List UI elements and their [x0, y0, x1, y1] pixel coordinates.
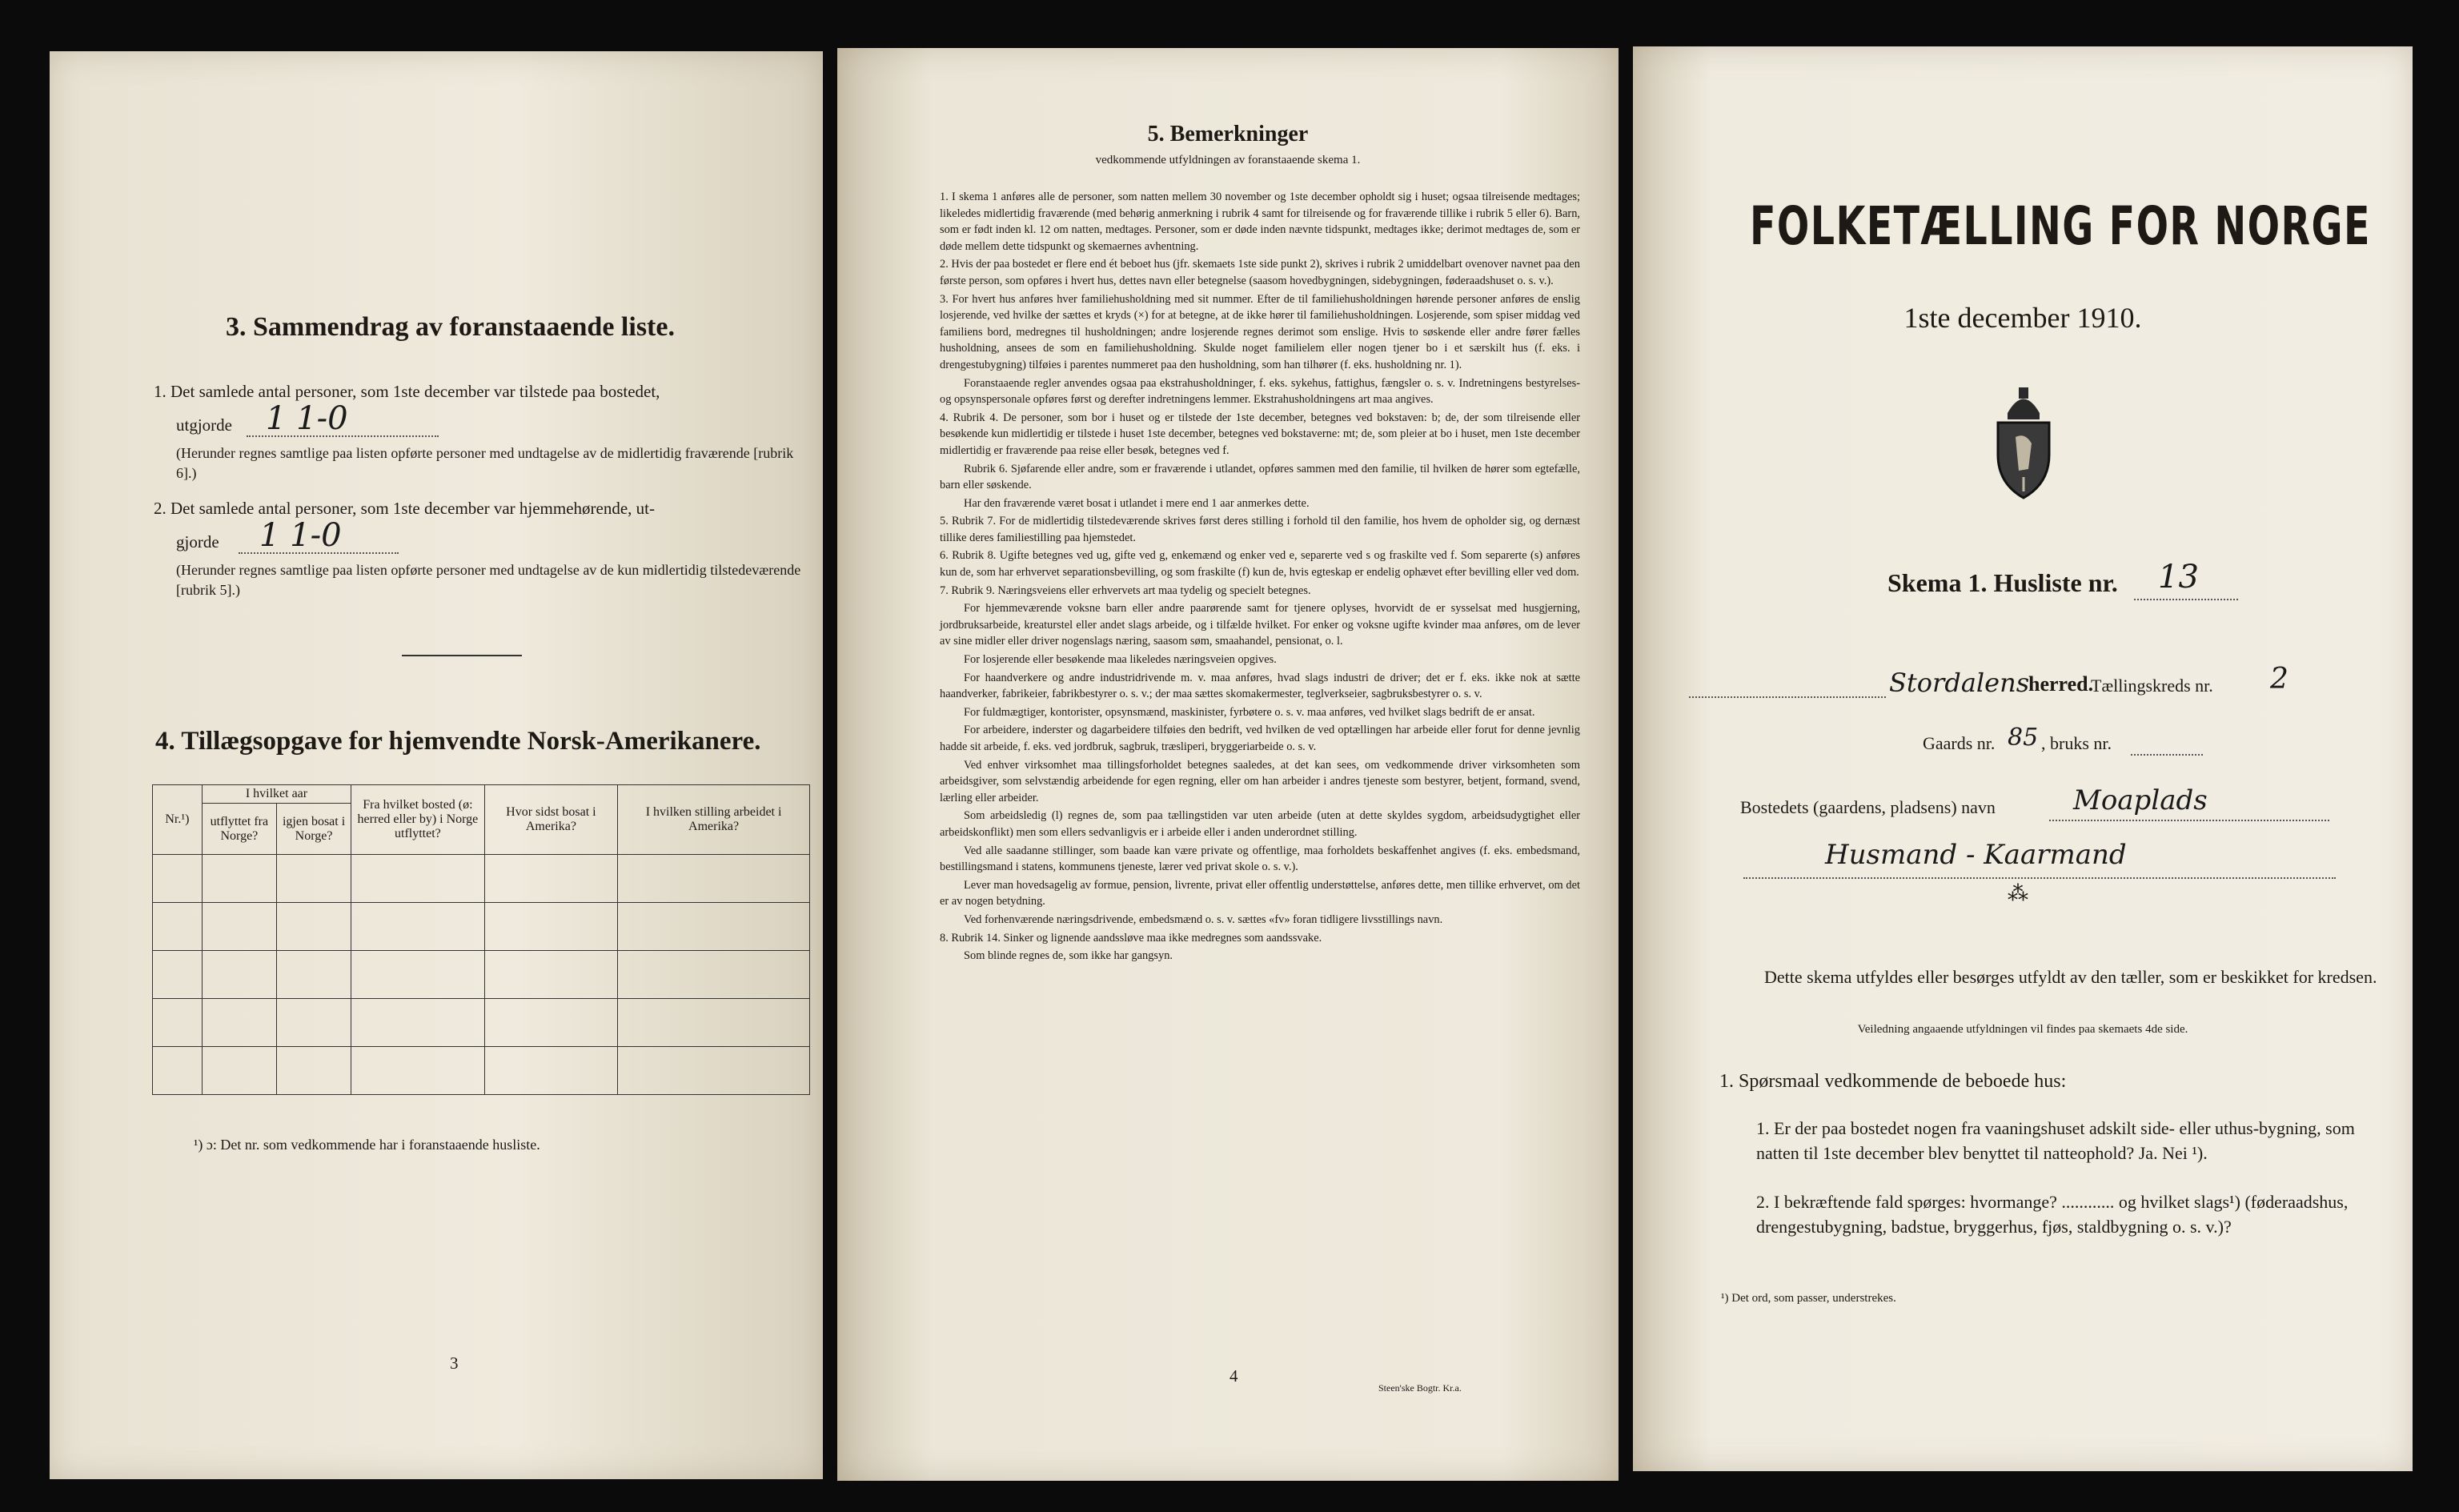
remark-paragraph: 5. Rubrik 7. For de midlertidig tilstedeværende skrives først deres stilling i forhold til den familie, hos hvem de opholder sig, og dernæst tillike deres familiestilling paa hjemstedet. [940, 515, 1580, 544]
remark-paragraph: Som arbeidsledig (l) regnes de, som paa tællingstiden var uten arbeide (uten at dette skyldes sygdom, arbeidsudygtighet eller arbeidskonflikt) men som ellers sedvanligvis er i arbeide eller i anden underordnet stilling. [940, 809, 1580, 839]
herred-label: herred. [2028, 672, 2094, 696]
page-middle [837, 48, 1619, 1481]
question-2: 2. I bekræftende fald spørges: hvormange? ............ og hvilket slags¹) (føderaadshus, drengestubygning, badstue, bryggerhus, fjøs, staldbygning o. s. v.)? [1756, 1192, 2349, 1237]
item1-handwritten: 1 1-0 [266, 400, 348, 437]
table-row [153, 903, 810, 951]
item2-note: (Herunder regnes samtlige paa listen opførte personer med undtagelse av de kun midlertidig tilstedeværende [rubrik 5].) [176, 562, 801, 598]
remark-paragraph: Har den fraværende været bosat i utlandet i mere end 1 aar anmerkes dette. [964, 496, 1310, 510]
bosted-dotline-2 [1743, 877, 2336, 879]
remark-paragraph: 3. For hvert hus anføres hver familiehusholdning med sit nummer. Efter de til familiehusholdningen hørende personer anføres de enslig losjerende, ved hvilke der sættes et kryds (×) for at betegne, at de ikke hører til familiehusholdningen. Losjerende, som spiser middag ved familiens bord, medregnes til husholdningen; andre losjerende regnes derimot som enslige. Hvis to søskende eller andre fører fælles husholdning, ansees de som en familiehusholdning. Skulde noget familielem eller nogen tjener bo i et særskilt hus (f. eks. i drengestubygning) tilføies i parentes nummeret paa den husholdning, som han tilhører (f. eks. husholdning nr. 1). [940, 292, 1580, 371]
remark-paragraph: 1. I skema 1 anføres alle de personer, som natten mellem 30 november og 1ste december opholdt sig i huset; ogsaa tilreisende medtages; likeledes midlertidig fraværende (med behørig anmerkning i rubrik 4 samt for tilreisende og for fraværende tillike i rubrik 5 eller 6). Barn, som er født inden kl. 12 om natten, medtages. Personer, som er døde inden nævnte tidspunkt, medtages ikke; derimot medtages de, som er døde mellem dette tidspunkt og skemaernes avhentning. [940, 191, 1580, 253]
remark-paragraph: 7. Rubrik 9. Næringsveiens eller erhvervets art maa tydelig og specielt betegnes. [940, 584, 1311, 597]
item1-utgjorde: utgjorde [176, 415, 232, 435]
col-igjen: igjen bosat i Norge? [276, 804, 351, 855]
remarks-body [940, 189, 1580, 966]
gaards-label: Gaards nr. [1923, 733, 1996, 753]
section4-title: 4. Tillægsopgave for hjemvendte Norsk-Amerikanere. [155, 727, 761, 756]
bosted-handwritten: Moaplads [2073, 784, 2208, 816]
item1-text: 1. Det samlede antal personer, som 1ste december var tilstede paa bostedet, [154, 382, 660, 401]
husliste-dotline [2134, 599, 2238, 600]
bosted-label: Bostedets (gaardens, pladsens) navn [1740, 797, 1996, 817]
bosted-dotline [2049, 820, 2329, 821]
col-utflyttet: utflyttet fra Norge? [202, 804, 276, 855]
item2-gjorde: gjorde [176, 532, 219, 551]
item2-dotline [239, 552, 399, 554]
table-row [153, 1047, 810, 1095]
item2-handwritten: 1 1-0 [259, 517, 342, 554]
col-group: I hvilket aar [202, 785, 351, 804]
remark-paragraph: Foranstaaende regler anvendes ogsaa paa ekstrahusholdninger, f. eks. sykehus, fattighus, fængsler o. s. v. Indretningens bestyrelses- og opsynspersonale opføres først og derefter indretningens lemmer. Ekstrahusholdningens art maa angives. [940, 376, 1580, 407]
remark-paragraph: 2. Hvis der paa bostedet er flere end ét beboet hus (jfr. skemaets 1ste side punkt 2), skrives i rubrik 2 umiddelbart ovenover navnet paa den første person, som opføres i hvert hus, dettes navn eller betegnelse (saasom hovedbygningen, sidebygningen, føderaadshuset o. s. v.). [940, 258, 1580, 287]
page-right [1633, 46, 2413, 1471]
page-left [50, 51, 823, 1479]
table-row [153, 855, 810, 903]
bruks-dotline [2131, 754, 2203, 756]
instruction-1: Dette skema utfyldes eller besørges utfyldt av den tæller, som er beskikket for kredsen. [1764, 967, 2377, 987]
remark-paragraph: Ved enhver virksomhet maa tillingsforholdet betegnes saaledes, at det kan sees, om vedkommende driver virksomheten som arbeidsgiver, som selvstændig arbeidende for egen regning, eller om han arbeider i andres tjeneste som bestyrer, betjent, formand, svend, lærling eller arbeider. [940, 758, 1580, 804]
ornament-icon: ⁂ [2008, 882, 2028, 905]
norsk-amerikanere-table [152, 784, 810, 1095]
remark-paragraph: Ved alle saadanne stillinger, som baade kan være private og offentlige, maa forholdets beskaffenhet angives (f. eks. embedsmand, bestillingsmand i statens, kommunens tjeneste, lærer ved privat skole o. s. v.). [940, 844, 1580, 874]
remark-paragraph: For arbeidere, inderster og dagarbeidere tilføies den bedrift, ved hvilken de ved optællingen har arbeide eller forut for denne jevnlig hadde sit arbeide, f. eks. ved jordbruk, sagbruk, træsliperi, bryggeriarbeide o. s. v. [940, 724, 1580, 753]
bosted-handwritten-2: Husmand - Kaarmand [1825, 839, 2127, 871]
kreds-nr: 2 [2270, 663, 2289, 696]
instruction-2: Veiledning angaaende utfyldningen vil findes paa skemaets 4de side. [1857, 1023, 2188, 1036]
col-stilling: I hvilken stilling arbeidet i Amerika? [618, 785, 810, 855]
remarks-subtitle: vedkommende utfyldningen av foranstaaende skema 1. [1095, 154, 1361, 166]
kreds-label: Tællingskreds nr. [2091, 676, 2213, 696]
skema-label: Skema 1. Husliste nr. [1887, 568, 2118, 597]
question-1: 1. Er der paa bostedet nogen fra vaaningshuset adskilt side- eller uthus-bygning, som natten til 1ste december blev benyttet til natteophold? Ja. Nei ¹). [1756, 1118, 2355, 1163]
separator-rule [402, 655, 522, 656]
page-number: 3 [450, 1354, 459, 1373]
item1-dotline [247, 435, 439, 437]
table-row [153, 951, 810, 999]
table-row [153, 999, 810, 1047]
remark-paragraph: 4. Rubrik 4. De personer, som bor i huset og er tilstede der 1ste december, betegnes ved bokstaven: b; de, der som tilreisende eller besøkende kun midlertidig er tilstede i huset 1ste december, betegnes ved bokstaverne: mt; de, som pleier at bo i huset, men 1ste december midlertidig er fraværende paa reise eller besøk, betegnes ved f. [940, 411, 1580, 457]
census-date: 1ste december 1910. [1903, 302, 2142, 334]
bruks-label: , bruks nr. [2041, 733, 2112, 753]
remark-paragraph: Lever man hovedsagelig av formue, pension, livrente, privat eller offentlig understøttelse, anføres dette, men tillike erhvervet, om det er av nogen betydning. [940, 878, 1580, 908]
col-fra: Fra hvilket bosted (ø: herred eller by) i Norge utflyttet? [351, 785, 485, 855]
page-number: 4 [1230, 1366, 1238, 1386]
remark-paragraph: For haandverkere og andre industridrivende m. v. maa anføres, hvad slags industri de driver; det er f. eks. ikke nok at sætte haandverker, fabrikeier, fabrikbestyrer o. s. v.; der maa sættes skomakermester, teglverkseier, sagbruksbestyrer o. s. v. [940, 671, 1580, 701]
remark-paragraph: For losjerende eller besøkende maa likeledes næringsveien opgives. [964, 653, 1277, 667]
section3-title: 3. Sammendrag av foranstaaende liste. [226, 312, 675, 342]
item2-text: 2. Det samlede antal personer, som 1ste december var hjemmehørende, ut- [154, 499, 656, 518]
remarks-title: 5. Bemerkninger [1147, 122, 1309, 146]
remark-paragraph: 8. Rubrik 14. Sinker og lignende aandssløve maa ikke medregnes som aandssvake. [940, 931, 1322, 944]
gaards-nr: 85 [2008, 724, 2039, 752]
questions-title: 1. Spørsmaal vedkommende de beboede hus: [1719, 1071, 2067, 1092]
remark-paragraph: Rubrik 6. Sjøfarende eller andre, som er fraværende i utlandet, opføres sammen med den familie, til hvilken de hører som egtefælle, barn eller søskende. [940, 462, 1580, 492]
remark-paragraph: For fuldmægtiger, kontorister, opsynsmænd, maskinister, fyrbøtere o. s. v. maa anføres, ved hvilket slags bedrift de er ansat. [964, 705, 1535, 719]
remark-paragraph: Som blinde regnes de, som ikke har gangsyn. [964, 949, 1173, 963]
herred-dotline [1689, 696, 1886, 698]
remark-paragraph: For hjemmeværende voksne barn eller andre paarørende samt for tjenere oplyses, hvorvidt de er sysselsat med husgjerning, jordbruksarbeide, kreaturstel eller andet slags arbeide, og i tilfælde hvilket. For enker og voksne ugifte kvinder maa anføres, om de lever av sine midler eller driver nogenslags næring, saasom søm, smaahandel, pensionat, o. l. [940, 602, 1580, 648]
page3-footnote: ¹) Det ord, som passer, understrekes. [1721, 1292, 1896, 1305]
main-title: FOLKETÆLLING FOR NORGE [1750, 195, 2371, 257]
coat-of-arms-icon [1984, 381, 2064, 505]
printer-mark: Steen'ske Bogtr. Kr.a. [1378, 1382, 1462, 1394]
husliste-nr: 13 [2158, 559, 2199, 596]
section4-footnote: ¹) ɔ: Det nr. som vedkommende har i foranstaaende husliste. [194, 1137, 540, 1153]
col-hvor: Hvor sidst bosat i Amerika? [484, 785, 618, 855]
remark-paragraph: 6. Rubrik 8. Ugifte betegnes ved ug, gifte ved g, enkemænd og enker ved e, separerte ved s og fraskilte ved f. Som separerte (s) anføres kun de, som har erhvervet separationsbevilling, og som fraskilte (f) kun de, hvis egteskap er endelig ophævet efter bevilling eller ved dom. [940, 549, 1580, 580]
remark-paragraph: Ved forhenværende næringsdrivende, embedsmænd o. s. v. sættes «fv» foran tidligere livsstillings navn. [964, 912, 1443, 926]
herred-handwritten: Stordalens [1889, 668, 2030, 698]
col-nr: Nr.¹) [153, 785, 203, 855]
item1-note: (Herunder regnes samtlige paa listen opførte personer med undtagelse av de midlertidig fraværende [rubrik 6].) [176, 445, 794, 481]
